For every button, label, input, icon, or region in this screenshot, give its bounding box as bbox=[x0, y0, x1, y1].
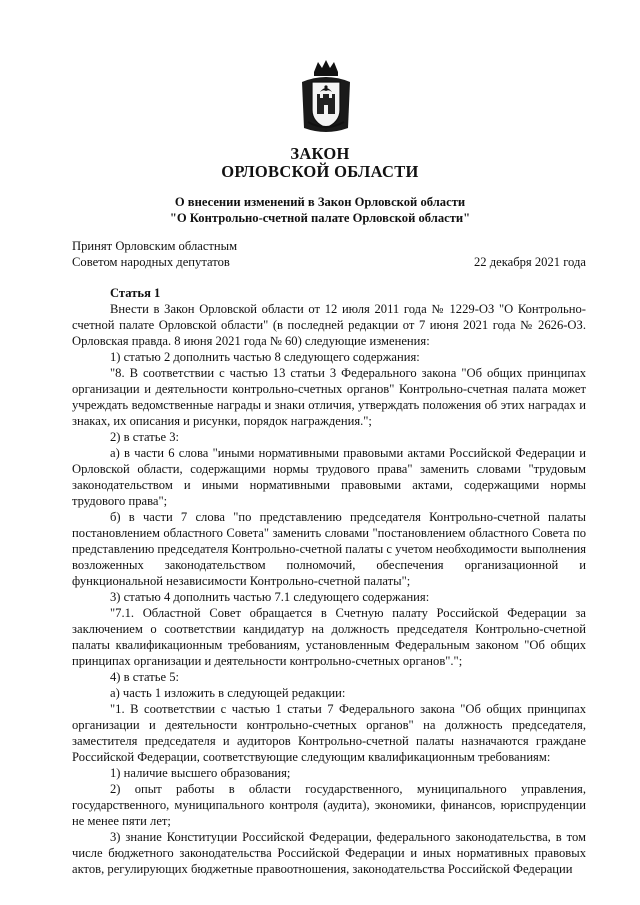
paragraph: 1) статью 2 дополнить частью 8 следующего содержания: bbox=[110, 350, 420, 364]
law-subtitle-line2: "О Контрольно-счетной палате Орловской области" bbox=[169, 211, 471, 225]
paragraph: 2) опыт работы в области государственного, муниципального управления, государственного, муниципального контроля (аудита), экономики, финансов, юриспруденции не менее пяти лет; bbox=[72, 782, 586, 828]
law-title: ЗАКОН bbox=[290, 144, 350, 163]
document-body bbox=[72, 285, 586, 877]
adoption-date: 22 декабря 2021 года bbox=[473, 255, 586, 269]
coat-of-arms-icon bbox=[298, 58, 354, 136]
law-subtitle-line1: О внесении изменений в Закон Орловской области bbox=[174, 195, 466, 209]
paragraph: 3) статью 4 дополнить частью 7.1 следующего содержания: bbox=[110, 590, 430, 604]
paragraph: 3) знание Конституции Российской Федерации, федерального законодательства, в том числе бюджетного законодательства Российской Федерации и иных нормативных правовых актов, регулирующих бюджетные правоотношения, законодательства Российской Федерации bbox=[72, 830, 586, 876]
paragraph: 2) в статье 3: bbox=[110, 430, 180, 444]
paragraph: Внести в Закон Орловской области от 12 июля 2011 года № 1229-ОЗ "О Контрольно-счетной палате Орловской области" (в последней редакции от 7 июня 2021 года № 2626-ОЗ. Орловская правда. 8 июня 2021 года № 60) следующие изменения: bbox=[72, 302, 586, 348]
paragraph: "8. В соответствии с частью 13 статьи 3 Федерального закона "Об общих принципах организации и деятельности контрольно-счетных органов" Контрольно-счетная палата может учреждать ведомственные награды и знаки отличия, утверждать положения об этих наградах и знаках, их описания и рисунки, порядок награждения."; bbox=[72, 366, 586, 428]
paragraph: 4) в статье 5: bbox=[110, 670, 180, 684]
paragraph: "7.1. Областной Совет обращается в Счетную палату Российской Федерации за заключением о соответствии кандидатур на должность председателя Контрольно-счетной палаты квалификационным требованиям, установленным Федеральным законом "Об общих принципах организации и деятельности контрольно-счетных органов"."; bbox=[72, 606, 586, 668]
paragraph: а) в части 6 слова "иными нормативными правовыми актами Российской Федерации и Орловской области, содержащими нормы трудового права" заменить словами "трудовым законодательством и иными нормативными правовыми актами, содержащими нормы трудового права"; bbox=[72, 446, 586, 508]
paragraph: "1. В соответствии с частью 1 статьи 7 Федерального закона "Об общих принципах организации и деятельности контрольно-счетных органов" на должность председателя, заместителя председателя и аудиторов Контрольно-счетной палаты назначаются граждане Российской Федерации, соответствующие следующим квалификационным требованиям: bbox=[72, 702, 586, 764]
paragraph: б) в части 7 слова "по представлению председателя Контрольно-счетной палаты постановлением областного Совета" заменить словами "постановлением областного Совета по представлению председателя Контрольно-счетной палаты с учетом необходимости выполнения возложенных законодательством полномочий, обеспечения организационной и функциональной независимости Контрольно-счетной палаты"; bbox=[72, 510, 587, 588]
adoption-block bbox=[72, 238, 237, 270]
adoption-line1: Принят Орловским областным bbox=[72, 239, 238, 253]
adoption-line2: Советом народных депутатов bbox=[72, 255, 230, 269]
region-title: ОРЛОВСКОЙ ОБЛАСТИ bbox=[221, 162, 419, 181]
paragraph: 1) наличие высшего образования; bbox=[110, 766, 291, 780]
article-title: Статья 1 bbox=[110, 286, 161, 300]
paragraph: а) часть 1 изложить в следующей редакции: bbox=[110, 686, 346, 700]
